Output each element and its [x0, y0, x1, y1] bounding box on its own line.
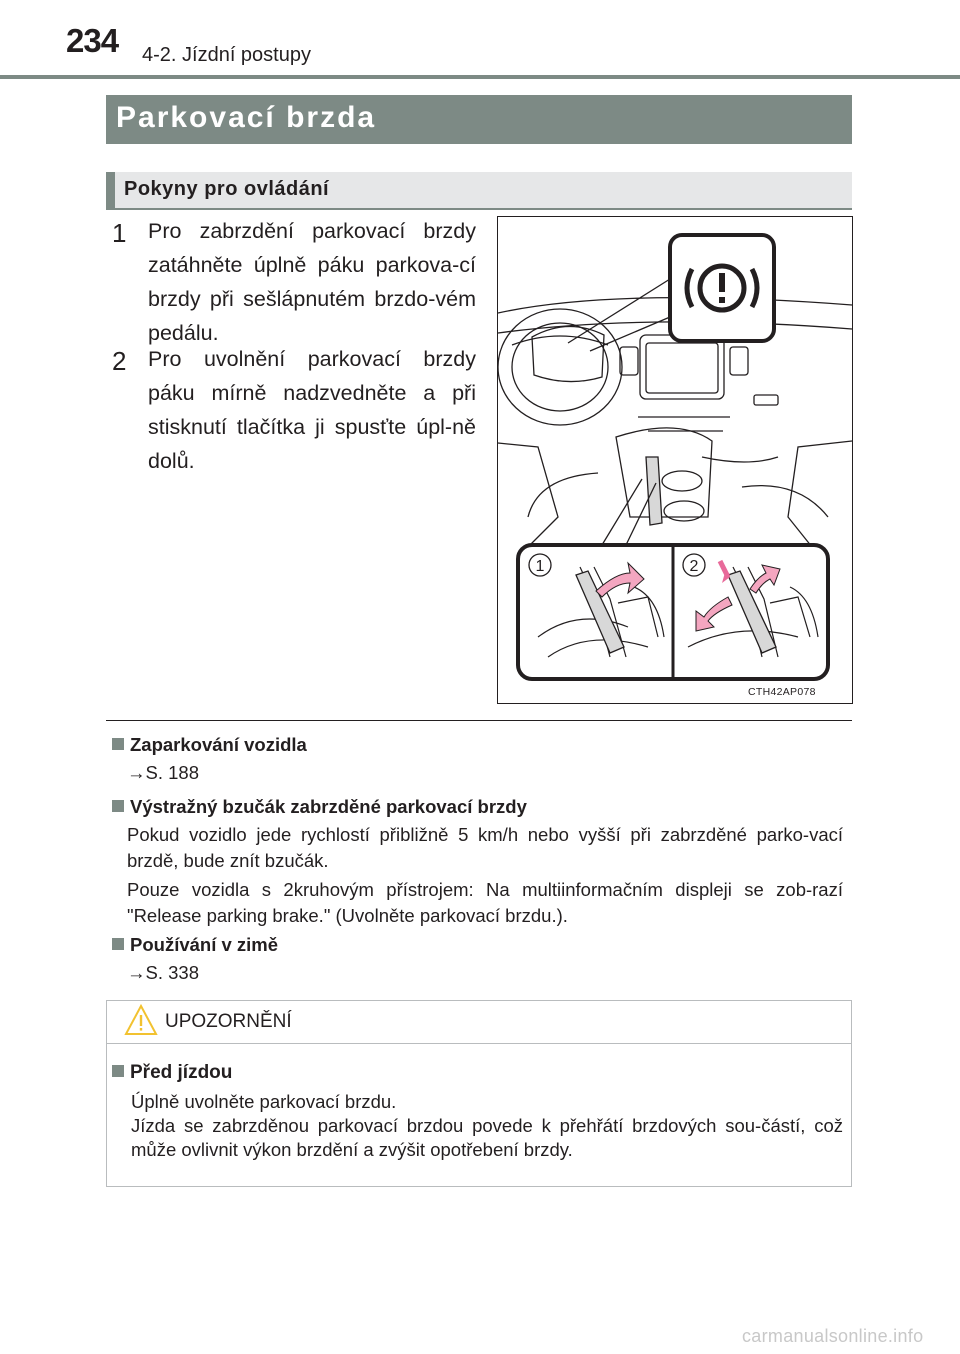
section-heading-text: Používání v zimě — [130, 934, 279, 955]
chapter-title: 4-2. Jízdní postupy — [142, 44, 311, 66]
warning-heading-text: Před jízdou — [130, 1062, 233, 1083]
square-bullet-icon — [112, 738, 124, 750]
step-number-1: 1 — [112, 218, 127, 248]
square-bullet-icon — [112, 1065, 124, 1077]
page-title: Parkovací brzda — [116, 101, 377, 134]
warning-divider — [107, 1043, 851, 1044]
section-heading-winter — [112, 934, 278, 956]
inset-label-2: 2 — [689, 558, 699, 575]
subtitle: Pokyny pro ovládání — [124, 178, 330, 200]
section-heading-parking — [112, 734, 307, 756]
warning-line-1: Úplně uvolněte parkovací brzdu. — [131, 1091, 397, 1112]
buzzer-paragraph-2: Pouze vozidla s 2kruhovým přístrojem: Na multiinformačním displeji se zob-razí "Release parking brake." (Uvolněte parkovací brzdu.). — [127, 879, 843, 926]
section-rule — [106, 720, 852, 721]
dashboard-illustration — [498, 217, 852, 703]
parking-brake-figure — [497, 216, 853, 704]
section-heading-buzzer — [112, 796, 527, 818]
header-rule — [0, 75, 960, 79]
square-bullet-icon — [112, 938, 124, 950]
section-heading-text: Zaparkování vozidla — [130, 734, 307, 755]
warning-heading — [112, 1062, 232, 1084]
square-bullet-icon — [112, 800, 124, 812]
step-text-1: Pro zabrzdění parkovací brzdy zatáhněte úplně páku parkova-cí brzdy při sešlápnutém brzdo-vém pedálu. — [148, 219, 476, 345]
section-heading-text: Výstražný bzučák zabrzděné parkovací brzdy — [130, 796, 527, 817]
subtitle-marker — [106, 172, 115, 210]
step-text-2: Pro uvolnění parkovací brzdy páku mírně nadzvedněte a při stisknutí tlačítka ji spusťte úpl-ně dolů. — [148, 347, 476, 473]
figure-code: CTH42AP078 — [748, 686, 816, 698]
warning-triangle-icon — [124, 1004, 158, 1036]
page-reference-188[interactable]: →S. 188 — [127, 762, 199, 783]
page-reference-338[interactable]: →S. 338 — [127, 962, 199, 983]
watermark: carmanualsonline.info — [742, 1326, 924, 1346]
page-number: 234 — [66, 22, 119, 59]
inset-label-1: 1 — [535, 558, 545, 575]
buzzer-paragraph-1: Pokud vozidlo jede rychlostí přibližně 5 km/h nebo vyšší při zabrzděné parko-vací brzdě, bude znít bzučák. — [127, 824, 843, 871]
warning-line-2: Jízda se zabrzděnou parkovací brzdou povede k přehřátí brzdových sou-částí, což může ovlivnit výkon brzdění a zvýšit opotřebení brzdy. — [131, 1115, 843, 1160]
warning-label: UPOZORNĚNÍ — [165, 1011, 292, 1032]
step-number-2: 2 — [112, 346, 127, 376]
